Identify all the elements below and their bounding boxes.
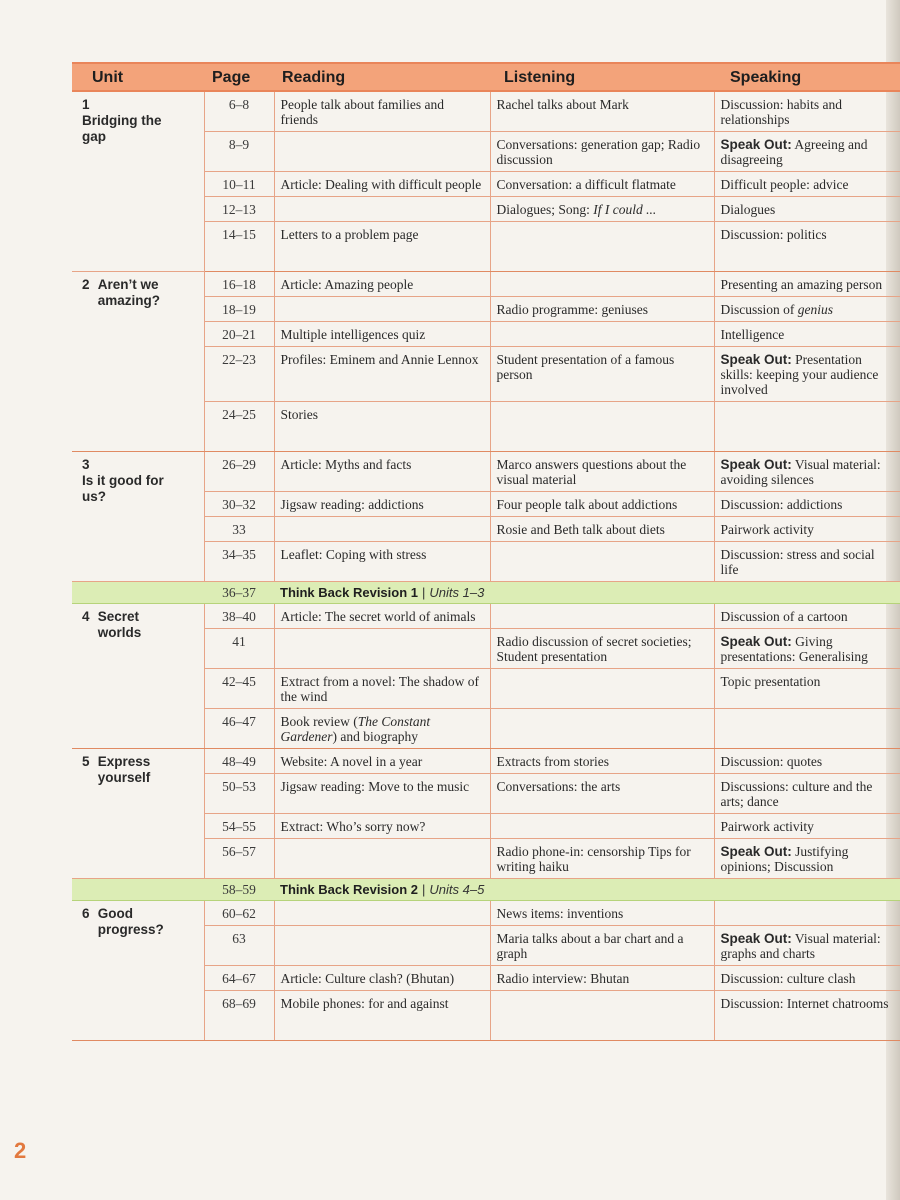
speaking-cell: Discussion: stress and social life — [714, 542, 900, 582]
unit-number: 2 — [82, 277, 90, 292]
speak-out-label: Speak Out: — [720, 137, 792, 152]
page-range: 16–18 — [204, 272, 274, 297]
speaking-cell — [714, 347, 900, 402]
header-listening: Listening — [490, 63, 714, 91]
table-row — [72, 272, 900, 297]
speaking-cell: Pairwork activity — [714, 814, 900, 839]
speaking-cell — [714, 452, 900, 492]
speaking-cell — [714, 629, 900, 669]
reading-cell: Extract: Who’s sorry now? — [274, 814, 490, 839]
reading-cell: Jigsaw reading: Move to the music — [274, 774, 490, 814]
revision-units: Units 1–3 — [429, 585, 485, 600]
listening-cell — [490, 542, 714, 582]
unit-number: 6 — [82, 906, 90, 921]
reading-cell: Article: Dealing with difficult people — [274, 172, 490, 197]
listening-cell — [490, 991, 714, 1041]
reading-cell: Extract from a novel: The shadow of the wind — [274, 669, 490, 709]
page-range: 46–47 — [204, 709, 274, 749]
table-row — [72, 452, 900, 492]
reading-cell — [274, 709, 490, 749]
listening-cell: Extracts from stories — [490, 749, 714, 774]
speaking-cell: Discussion of a cartoon — [714, 604, 900, 629]
reading-cell: Jigsaw reading: addictions — [274, 492, 490, 517]
table-row — [72, 91, 900, 132]
header-row — [72, 63, 900, 91]
reading-cell — [274, 901, 490, 926]
speaking-text: Justifying opinions; Discussion — [720, 844, 849, 874]
page-range: 8–9 — [204, 132, 274, 172]
page-range: 10–11 — [204, 172, 274, 197]
speak-out-label: Speak Out: — [720, 844, 792, 859]
reading-cell — [274, 839, 490, 879]
table-row — [72, 604, 900, 629]
unit-number: 4 — [82, 609, 90, 624]
page-range: 33 — [204, 517, 274, 542]
reading-cell: Profiles: Eminem and Annie Lennox — [274, 347, 490, 402]
listening-cell: News items: inventions — [490, 901, 714, 926]
unit-6-label — [72, 901, 204, 1041]
speaking-cell: Discussion: quotes — [714, 749, 900, 774]
table-row — [72, 901, 900, 926]
speaking-italic: genius — [797, 302, 833, 317]
unit-title: Express yourself — [97, 754, 151, 785]
speak-out-label: Speak Out: — [720, 931, 792, 946]
unit-title: Secret worlds — [97, 609, 142, 640]
revision-spacer — [72, 879, 204, 901]
page-range: 22–23 — [204, 347, 274, 402]
speaking-cell: Discussion: Internet chatrooms — [714, 991, 900, 1041]
revision-row — [72, 879, 900, 901]
listening-text: Dialogues; Song: — [496, 202, 594, 217]
page-range: 41 — [204, 629, 274, 669]
listening-cell — [490, 402, 714, 452]
speaking-text: Presentation skills: keeping your audience involved — [720, 352, 879, 397]
speaking-text: Visual material: graphs and charts — [720, 931, 881, 961]
speaking-cell: Difficult people: advice — [714, 172, 900, 197]
reading-cell — [274, 629, 490, 669]
page-range: 63 — [204, 926, 274, 966]
page-range: 18–19 — [204, 297, 274, 322]
table-row — [72, 749, 900, 774]
speak-out-label: Speak Out: — [720, 352, 792, 367]
listening-cell: Four people talk about addictions — [490, 492, 714, 517]
book-title: The Constant Gardener — [280, 714, 431, 744]
page-range: 54–55 — [204, 814, 274, 839]
speaking-text: Agreeing and disagreeing — [720, 137, 868, 167]
listening-cell — [490, 814, 714, 839]
revision-units: Units 4–5 — [429, 882, 485, 897]
reading-cell: Stories — [274, 402, 490, 452]
listening-cell: Radio interview: Bhutan — [490, 966, 714, 991]
page-range: 48–49 — [204, 749, 274, 774]
page-range: 14–15 — [204, 222, 274, 272]
reading-cell: Leaflet: Coping with stress — [274, 542, 490, 582]
listening-cell: Radio programme: geniuses — [490, 297, 714, 322]
listening-cell — [490, 322, 714, 347]
unit-4-label — [72, 604, 204, 749]
page-number: 2 — [14, 1138, 27, 1163]
page-range: 26–29 — [204, 452, 274, 492]
speaking-cell — [714, 297, 900, 322]
reading-cell — [274, 926, 490, 966]
listening-cell: Conversations: the arts — [490, 774, 714, 814]
reading-text: Book review ( — [280, 714, 358, 729]
listening-cell: Rosie and Beth talk about diets — [490, 517, 714, 542]
unit-number: 5 — [82, 754, 90, 769]
speaking-cell: Topic presentation — [714, 669, 900, 709]
speaking-cell — [714, 402, 900, 452]
page-range: 24–25 — [204, 402, 274, 452]
contents-table — [72, 62, 900, 1041]
page-range: 6–8 — [204, 91, 274, 132]
unit-title: Good progress? — [97, 906, 164, 937]
song-title: If I could ... — [593, 202, 657, 217]
speaking-cell: Intelligence — [714, 322, 900, 347]
listening-cell: Rachel talks about Mark — [490, 91, 714, 132]
listening-cell — [490, 197, 714, 222]
unit-number: 3 — [82, 457, 90, 472]
page-range: 58–59 — [204, 879, 274, 901]
revision-title — [274, 582, 900, 604]
header-unit: Unit — [72, 63, 204, 91]
speaking-cell — [714, 839, 900, 879]
listening-cell: Conversation: a difficult flatmate — [490, 172, 714, 197]
speaking-cell: Discussions: culture and the arts; dance — [714, 774, 900, 814]
speaking-cell: Dialogues — [714, 197, 900, 222]
revision-separator: | — [422, 882, 426, 897]
speaking-text: Discussion of — [720, 302, 798, 317]
reading-cell: Article: The secret world of animals — [274, 604, 490, 629]
page-range: 30–32 — [204, 492, 274, 517]
listening-cell — [490, 709, 714, 749]
speaking-cell: Pairwork activity — [714, 517, 900, 542]
unit-5-label — [72, 749, 204, 879]
speaking-cell: Discussion: habits and relationships — [714, 91, 900, 132]
page-range: 56–57 — [204, 839, 274, 879]
revision-label: Think Back Revision 2 — [280, 882, 418, 897]
page-range: 20–21 — [204, 322, 274, 347]
page-range: 34–35 — [204, 542, 274, 582]
header-page: Page — [204, 63, 274, 91]
reading-cell — [274, 197, 490, 222]
listening-cell: Marco answers questions about the visual material — [490, 452, 714, 492]
listening-cell: Conversations: generation gap; Radio discussion — [490, 132, 714, 172]
speaking-cell — [714, 926, 900, 966]
reading-cell: People talk about families and friends — [274, 91, 490, 132]
speaking-cell: Discussion: politics — [714, 222, 900, 272]
listening-cell — [490, 669, 714, 709]
revision-spacer — [72, 582, 204, 604]
revision-row — [72, 582, 900, 604]
speaking-cell — [714, 901, 900, 926]
speaking-cell: Discussion: culture clash — [714, 966, 900, 991]
unit-2-label — [72, 272, 204, 452]
revision-title — [274, 879, 900, 901]
listening-cell — [490, 222, 714, 272]
listening-cell — [490, 272, 714, 297]
page-range: 60–62 — [204, 901, 274, 926]
reading-cell — [274, 297, 490, 322]
page-range: 50–53 — [204, 774, 274, 814]
speak-out-label: Speak Out: — [720, 634, 792, 649]
reading-cell: Letters to a problem page — [274, 222, 490, 272]
speaking-text: Visual material: avoiding silences — [720, 457, 881, 487]
revision-label: Think Back Revision 1 — [280, 585, 418, 600]
unit-title: Is it good for us? — [82, 473, 164, 504]
speaking-cell: Discussion: addictions — [714, 492, 900, 517]
unit-1-label — [72, 91, 204, 272]
listening-cell: Student presentation of a famous person — [490, 347, 714, 402]
revision-separator: | — [422, 585, 426, 600]
reading-cell: Website: A novel in a year — [274, 749, 490, 774]
listening-cell: Radio discussion of secret societies; Student presentation — [490, 629, 714, 669]
speaking-text: Giving presentations: Generalising — [720, 634, 868, 664]
reading-cell: Mobile phones: for and against — [274, 991, 490, 1041]
listening-cell: Radio phone-in: censorship Tips for writing haiku — [490, 839, 714, 879]
reading-cell: Article: Myths and facts — [274, 452, 490, 492]
unit-title: Aren’t we amazing? — [97, 277, 161, 308]
reading-cell: Article: Amazing people — [274, 272, 490, 297]
header-reading: Reading — [274, 63, 490, 91]
page-range: 42–45 — [204, 669, 274, 709]
page-range: 36–37 — [204, 582, 274, 604]
listening-cell: Maria talks about a bar chart and a graph — [490, 926, 714, 966]
unit-3-label — [72, 452, 204, 582]
unit-number: 1 — [82, 97, 90, 112]
reading-cell — [274, 517, 490, 542]
speaking-cell — [714, 709, 900, 749]
page-range: 68–69 — [204, 991, 274, 1041]
page-range: 38–40 — [204, 604, 274, 629]
reading-cell — [274, 132, 490, 172]
page-range: 12–13 — [204, 197, 274, 222]
reading-text: ) and biography — [332, 729, 418, 744]
reading-cell: Article: Culture clash? (Bhutan) — [274, 966, 490, 991]
speaking-cell — [714, 132, 900, 172]
unit-title: Bridging the gap — [82, 113, 162, 144]
reading-cell: Multiple intelligences quiz — [274, 322, 490, 347]
speaking-cell: Presenting an amazing person — [714, 272, 900, 297]
header-speaking: Speaking — [714, 63, 900, 91]
listening-cell — [490, 604, 714, 629]
speak-out-label: Speak Out: — [720, 457, 792, 472]
page-range: 64–67 — [204, 966, 274, 991]
